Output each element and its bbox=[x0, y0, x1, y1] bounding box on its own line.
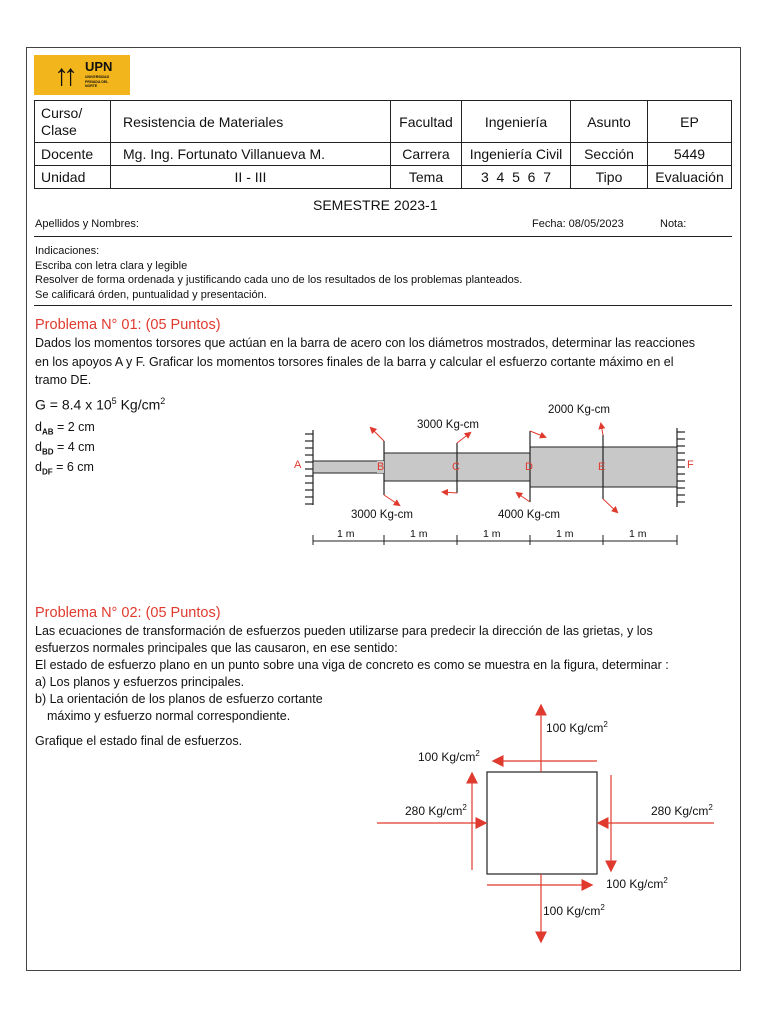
point-e-label: E bbox=[598, 461, 606, 473]
type-value: Evaluación bbox=[648, 166, 732, 189]
logo-subtitle: UNIVERSIDAD PRIVADA DEL NORTE bbox=[85, 75, 110, 88]
torque-arrow bbox=[443, 492, 457, 493]
stress-element bbox=[487, 772, 597, 874]
grade-label: Nota: bbox=[660, 218, 687, 230]
torque-label-c: 3000 Kg-cm bbox=[417, 419, 480, 431]
g-unit-exponent: 2 bbox=[160, 396, 166, 406]
torque-arrow bbox=[517, 493, 530, 502]
stress-label-right: 280 $Kg/cm^2$ bbox=[651, 803, 713, 818]
torque-arrow bbox=[601, 424, 603, 435]
span-label: 1 m bbox=[556, 528, 574, 540]
torque-label-d: 4000 Kg-cm bbox=[498, 509, 561, 521]
stress-label-shear-bottom: 100 $Kg/cm^2$ bbox=[606, 876, 668, 891]
span-label: 1 m bbox=[410, 528, 428, 540]
torque-label-b: 3000 Kg-cm bbox=[351, 509, 414, 521]
problem-2-text bbox=[35, 623, 735, 725]
point-f-label: F bbox=[687, 459, 694, 471]
career-value: Ingeniería Civil bbox=[462, 143, 571, 166]
segment-ab bbox=[313, 461, 384, 473]
span-label: 1 m bbox=[629, 528, 647, 540]
fixed-support-left bbox=[305, 430, 313, 505]
unit-value: II - III bbox=[111, 166, 391, 189]
section-value: 5449 bbox=[648, 143, 732, 166]
header-cell: Docente bbox=[35, 143, 111, 166]
stress-label-top: 100 $Kg/cm^2$ bbox=[546, 720, 608, 735]
point-d-label: D bbox=[525, 461, 533, 473]
torque-arrow bbox=[530, 431, 545, 437]
text-line: Dados los momentos torsores que actúan en la barra de acero con los diámetros mostrados, determinar las reacciones bbox=[35, 336, 696, 350]
text-line: en los apoyos A y F. Graficar los momentos torsores finales de la barra y calcular el esfuerzo cortante máximo en el bbox=[35, 354, 674, 369]
semester-title: SEMESTRE 2023-1 bbox=[313, 197, 438, 213]
exam-date: Fecha: 08/05/2023 bbox=[532, 218, 624, 230]
point-c-label: C bbox=[452, 461, 460, 473]
torque-label-e: 2000 Kg-cm bbox=[548, 404, 611, 416]
stress-label-shear-top: 100 $Kg/cm^2$ bbox=[418, 749, 480, 764]
fixed-support-right bbox=[677, 428, 685, 507]
stress-label-bottom: 100 $Kg/cm^2$ bbox=[543, 903, 605, 918]
text-line: El estado de esfuerzo plano en un punto sobre una viga de concreto es como se muestra en la figura, determinar : bbox=[35, 658, 669, 672]
instruction-line: Escriba con letra clara y legible bbox=[35, 259, 188, 272]
point-b-label: B bbox=[377, 461, 385, 473]
instruction-line: Se calificará órden, puntualidad y presentación. bbox=[35, 288, 267, 301]
header-cell: Facultad bbox=[391, 101, 462, 143]
torque-arrow bbox=[384, 495, 399, 505]
text-line: b) La orientación de los planos de esfuerzo cortante bbox=[35, 692, 323, 706]
subject-value: EP bbox=[648, 101, 732, 143]
logo-mark-icon: ↑↑ bbox=[54, 59, 72, 92]
text-line: máximo y esfuerzo normal correspondiente. bbox=[47, 709, 291, 723]
header-cell: Sección bbox=[571, 143, 648, 166]
text-line: tramo DE. bbox=[35, 373, 92, 387]
header-cell: Carrera bbox=[391, 143, 462, 166]
torque-arrow bbox=[457, 433, 470, 443]
stress-label-left: 280 $Kg/cm^2$ bbox=[405, 803, 467, 818]
header-cell: Tipo bbox=[571, 166, 648, 189]
text-line: a) Los planos y esfuerzos principales. bbox=[35, 675, 245, 689]
point-a-label: A bbox=[294, 459, 302, 471]
problem-1-title: Problema N° 01: (05 Puntos) bbox=[35, 317, 221, 333]
span-label: 1 m bbox=[337, 528, 355, 540]
text-line: esfuerzos normales principales que las causaron, en ese sentido: bbox=[35, 641, 398, 655]
header-cell: Asunto bbox=[571, 101, 648, 143]
teacher-value: Mg. Ing. Fortunato Villanueva M. bbox=[111, 143, 391, 166]
instructions-title: Indicaciones: bbox=[35, 245, 100, 257]
diameter-ab: $d_{AB} = 2$ cm bbox=[35, 420, 95, 437]
text-line: Grafique el estado final de esfuerzos. bbox=[35, 734, 243, 748]
topic-value: 3 4 5 6 7 bbox=[462, 166, 571, 189]
header-cell: Unidad bbox=[35, 166, 111, 189]
g-value: G = 8.4 x 10 bbox=[35, 396, 112, 413]
header-cell: Curso/ Clase bbox=[35, 101, 111, 143]
problem-2-title: Problema N° 02: (05 Puntos) bbox=[35, 605, 221, 621]
text-line: Las ecuaciones de transformación de esfuerzos pueden utilizarse para predecir la dirección de las grietas, y los bbox=[35, 624, 653, 638]
g-unit: Kg/cm bbox=[116, 396, 161, 413]
diameter-df: $d_{DF} = 6$ cm bbox=[35, 460, 94, 477]
header-cell: Tema bbox=[391, 166, 462, 189]
span-label: 1 m bbox=[483, 528, 501, 540]
torque-arrow bbox=[371, 428, 384, 441]
names-label: Apellidos y Nombres: bbox=[35, 218, 139, 230]
faculty-value: Ingeniería bbox=[462, 101, 571, 143]
torque-arrow bbox=[603, 499, 617, 512]
instruction-line: Resolver de forma ordenada y justificando cada uno de los resultados de los problemas planteados. bbox=[35, 274, 523, 286]
diameter-bd: $d_{BD} = 4$ cm bbox=[35, 440, 95, 457]
course-value: Resistencia de Materiales bbox=[111, 101, 391, 143]
g-exponent: 5 bbox=[111, 396, 117, 406]
logo-name: UPN bbox=[85, 59, 113, 74]
